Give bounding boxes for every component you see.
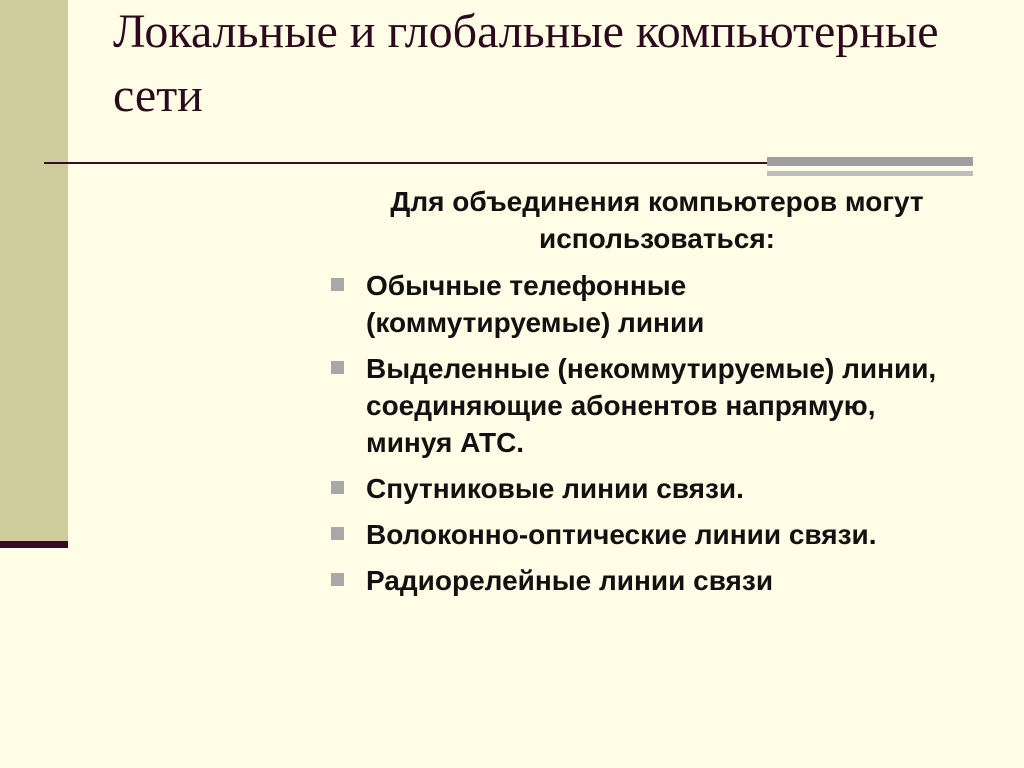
square-bullet-icon xyxy=(331,278,344,291)
bullet-text: Выделенные (некоммутируемые) линии, соединяющие абонентов напрямую, минуя АТС. xyxy=(366,353,937,458)
bullet-item-telephone-lines xyxy=(322,267,786,341)
title-divider-accent xyxy=(767,157,973,166)
title-divider-accent-secondary xyxy=(767,171,973,176)
square-bullet-icon xyxy=(331,573,344,586)
square-bullet-icon xyxy=(331,361,344,374)
bullet-list xyxy=(322,267,1002,599)
bullet-text: Обычные телефонные (коммутируемые) линии xyxy=(366,270,705,338)
square-bullet-icon xyxy=(331,481,344,494)
bullet-text: Волоконно-оптические линии связи. xyxy=(366,519,877,550)
slide-title: Локальные и глобальные компьютерные сети xyxy=(113,5,939,122)
side-decoration-bar xyxy=(0,0,68,541)
bullet-item-satellite-lines xyxy=(322,470,1002,507)
intro-text: Для объединения компьютеров могут использоваться: xyxy=(390,186,924,254)
slide-body xyxy=(322,183,1002,608)
bullet-item-fiber-optic-lines xyxy=(322,516,1002,553)
bullet-text: Радиорелейные линии связи xyxy=(366,565,774,596)
bullet-item-dedicated-lines xyxy=(322,350,966,461)
side-decoration-underline xyxy=(0,541,68,548)
square-bullet-icon xyxy=(331,527,344,540)
bullet-text: Спутниковые линии связи. xyxy=(366,473,744,504)
bullet-item-radio-relay-lines xyxy=(322,562,1002,599)
